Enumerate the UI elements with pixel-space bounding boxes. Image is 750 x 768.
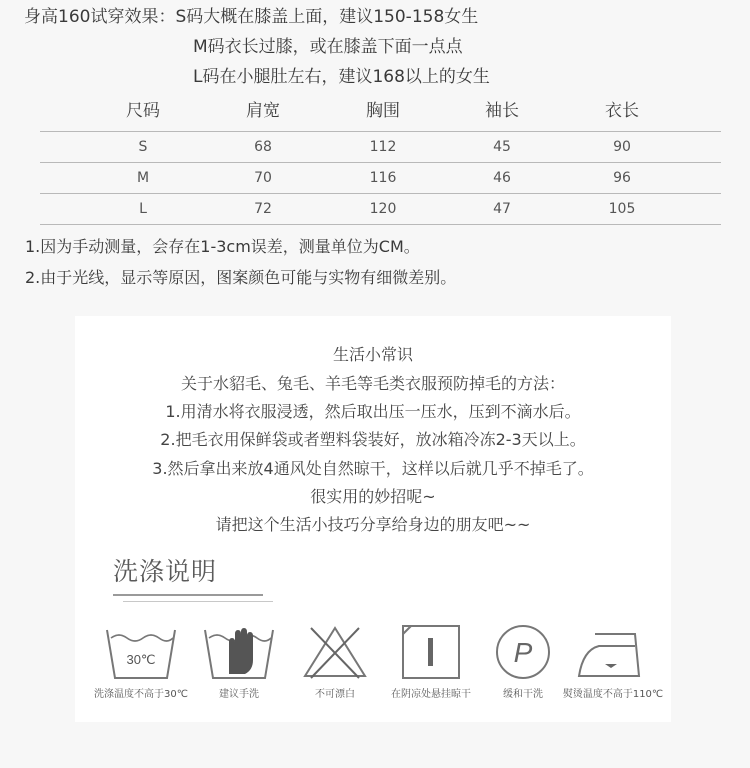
table-cell: 105 — [608, 201, 636, 217]
care-label: 在阴凉处悬挂晾干 — [391, 689, 471, 700]
fit-note-m: M码衣长过膝，或在膝盖下面一点点 — [193, 37, 463, 57]
care-label: 熨烫温度不高于110℃ — [562, 689, 664, 700]
table-row — [40, 194, 721, 225]
table-cell: 112 — [369, 139, 397, 155]
table-cell: 68 — [254, 139, 272, 155]
wash-temp-label: 30℃ — [126, 652, 156, 667]
care-title: 洗涤说明 — [113, 557, 218, 586]
header-bust: 胸围 — [366, 101, 400, 121]
table-cell: L — [139, 201, 147, 217]
dry-clean-letter: P — [513, 637, 533, 668]
divider — [123, 601, 273, 602]
size-table — [40, 97, 721, 225]
care-card — [75, 316, 671, 722]
tips-line: 请把这个生活小技巧分享给身边的朋友吧~~ — [215, 515, 531, 534]
line-dry-shade-icon — [393, 620, 469, 682]
table-cell: S — [138, 139, 148, 155]
table-cell: 70 — [254, 170, 272, 186]
fit-note-l: L码在小腿肚左右，建议168以上的女生 — [193, 67, 490, 87]
table-cell: 46 — [493, 170, 511, 186]
table-cell: 90 — [613, 139, 631, 155]
table-cell: 116 — [369, 170, 397, 186]
divider — [113, 594, 263, 596]
header-shoulder: 肩宽 — [246, 101, 280, 121]
tips-line: 1.用清水将衣服浸透，然后取出压一压水，压到不滴水后。 — [165, 402, 581, 421]
note-measurement: 1.因为手动测量，会存在1-3cm误差，测量单位为CM。 — [25, 237, 420, 256]
table-cell: 96 — [613, 170, 631, 186]
no-bleach-icon — [297, 620, 373, 682]
tips-line: 2.把毛衣用保鲜袋或者塑料袋装好，放冰箱冷冻2-3天以上。 — [160, 430, 586, 449]
note-color: 2.由于光线，显示等原因，图案颜色可能与实物有细微差别。 — [25, 268, 457, 287]
iron-110-icon — [575, 620, 651, 682]
table-cell: 72 — [254, 201, 272, 217]
table-row — [40, 132, 721, 163]
tips-title: 生活小常识 — [332, 345, 413, 364]
table-cell: 45 — [493, 139, 511, 155]
header-size: 尺码 — [126, 101, 160, 121]
care-label: 建议手洗 — [219, 689, 259, 700]
header-sleeve: 袖长 — [485, 101, 519, 121]
tips-line: 3.然后拿出来放4通风处自然晾干，这样以后就几乎不掉毛了。 — [152, 459, 594, 478]
table-cell: 120 — [369, 201, 397, 217]
fit-note-s: 身高160试穿效果：S码大概在膝盖上面，建议150-158女生 — [24, 7, 479, 27]
dry-clean-icon — [485, 620, 561, 682]
table-cell: 47 — [493, 201, 511, 217]
header-length: 衣长 — [605, 101, 639, 121]
table-row — [40, 163, 721, 194]
tips-line: 很实用的妙招呢~ — [310, 487, 436, 506]
table-cell: M — [136, 170, 150, 186]
wash-30-icon — [103, 620, 179, 682]
care-label: 不可漂白 — [315, 689, 355, 700]
care-label: 洗涤温度不高于30℃ — [94, 689, 188, 700]
care-label: 缓和干洗 — [503, 689, 543, 700]
tips-line: 关于水貂毛、兔毛、羊毛等毛类衣服预防掉毛的方法： — [180, 374, 565, 393]
hand-wash-icon — [201, 620, 277, 682]
table-header-row — [40, 97, 721, 132]
